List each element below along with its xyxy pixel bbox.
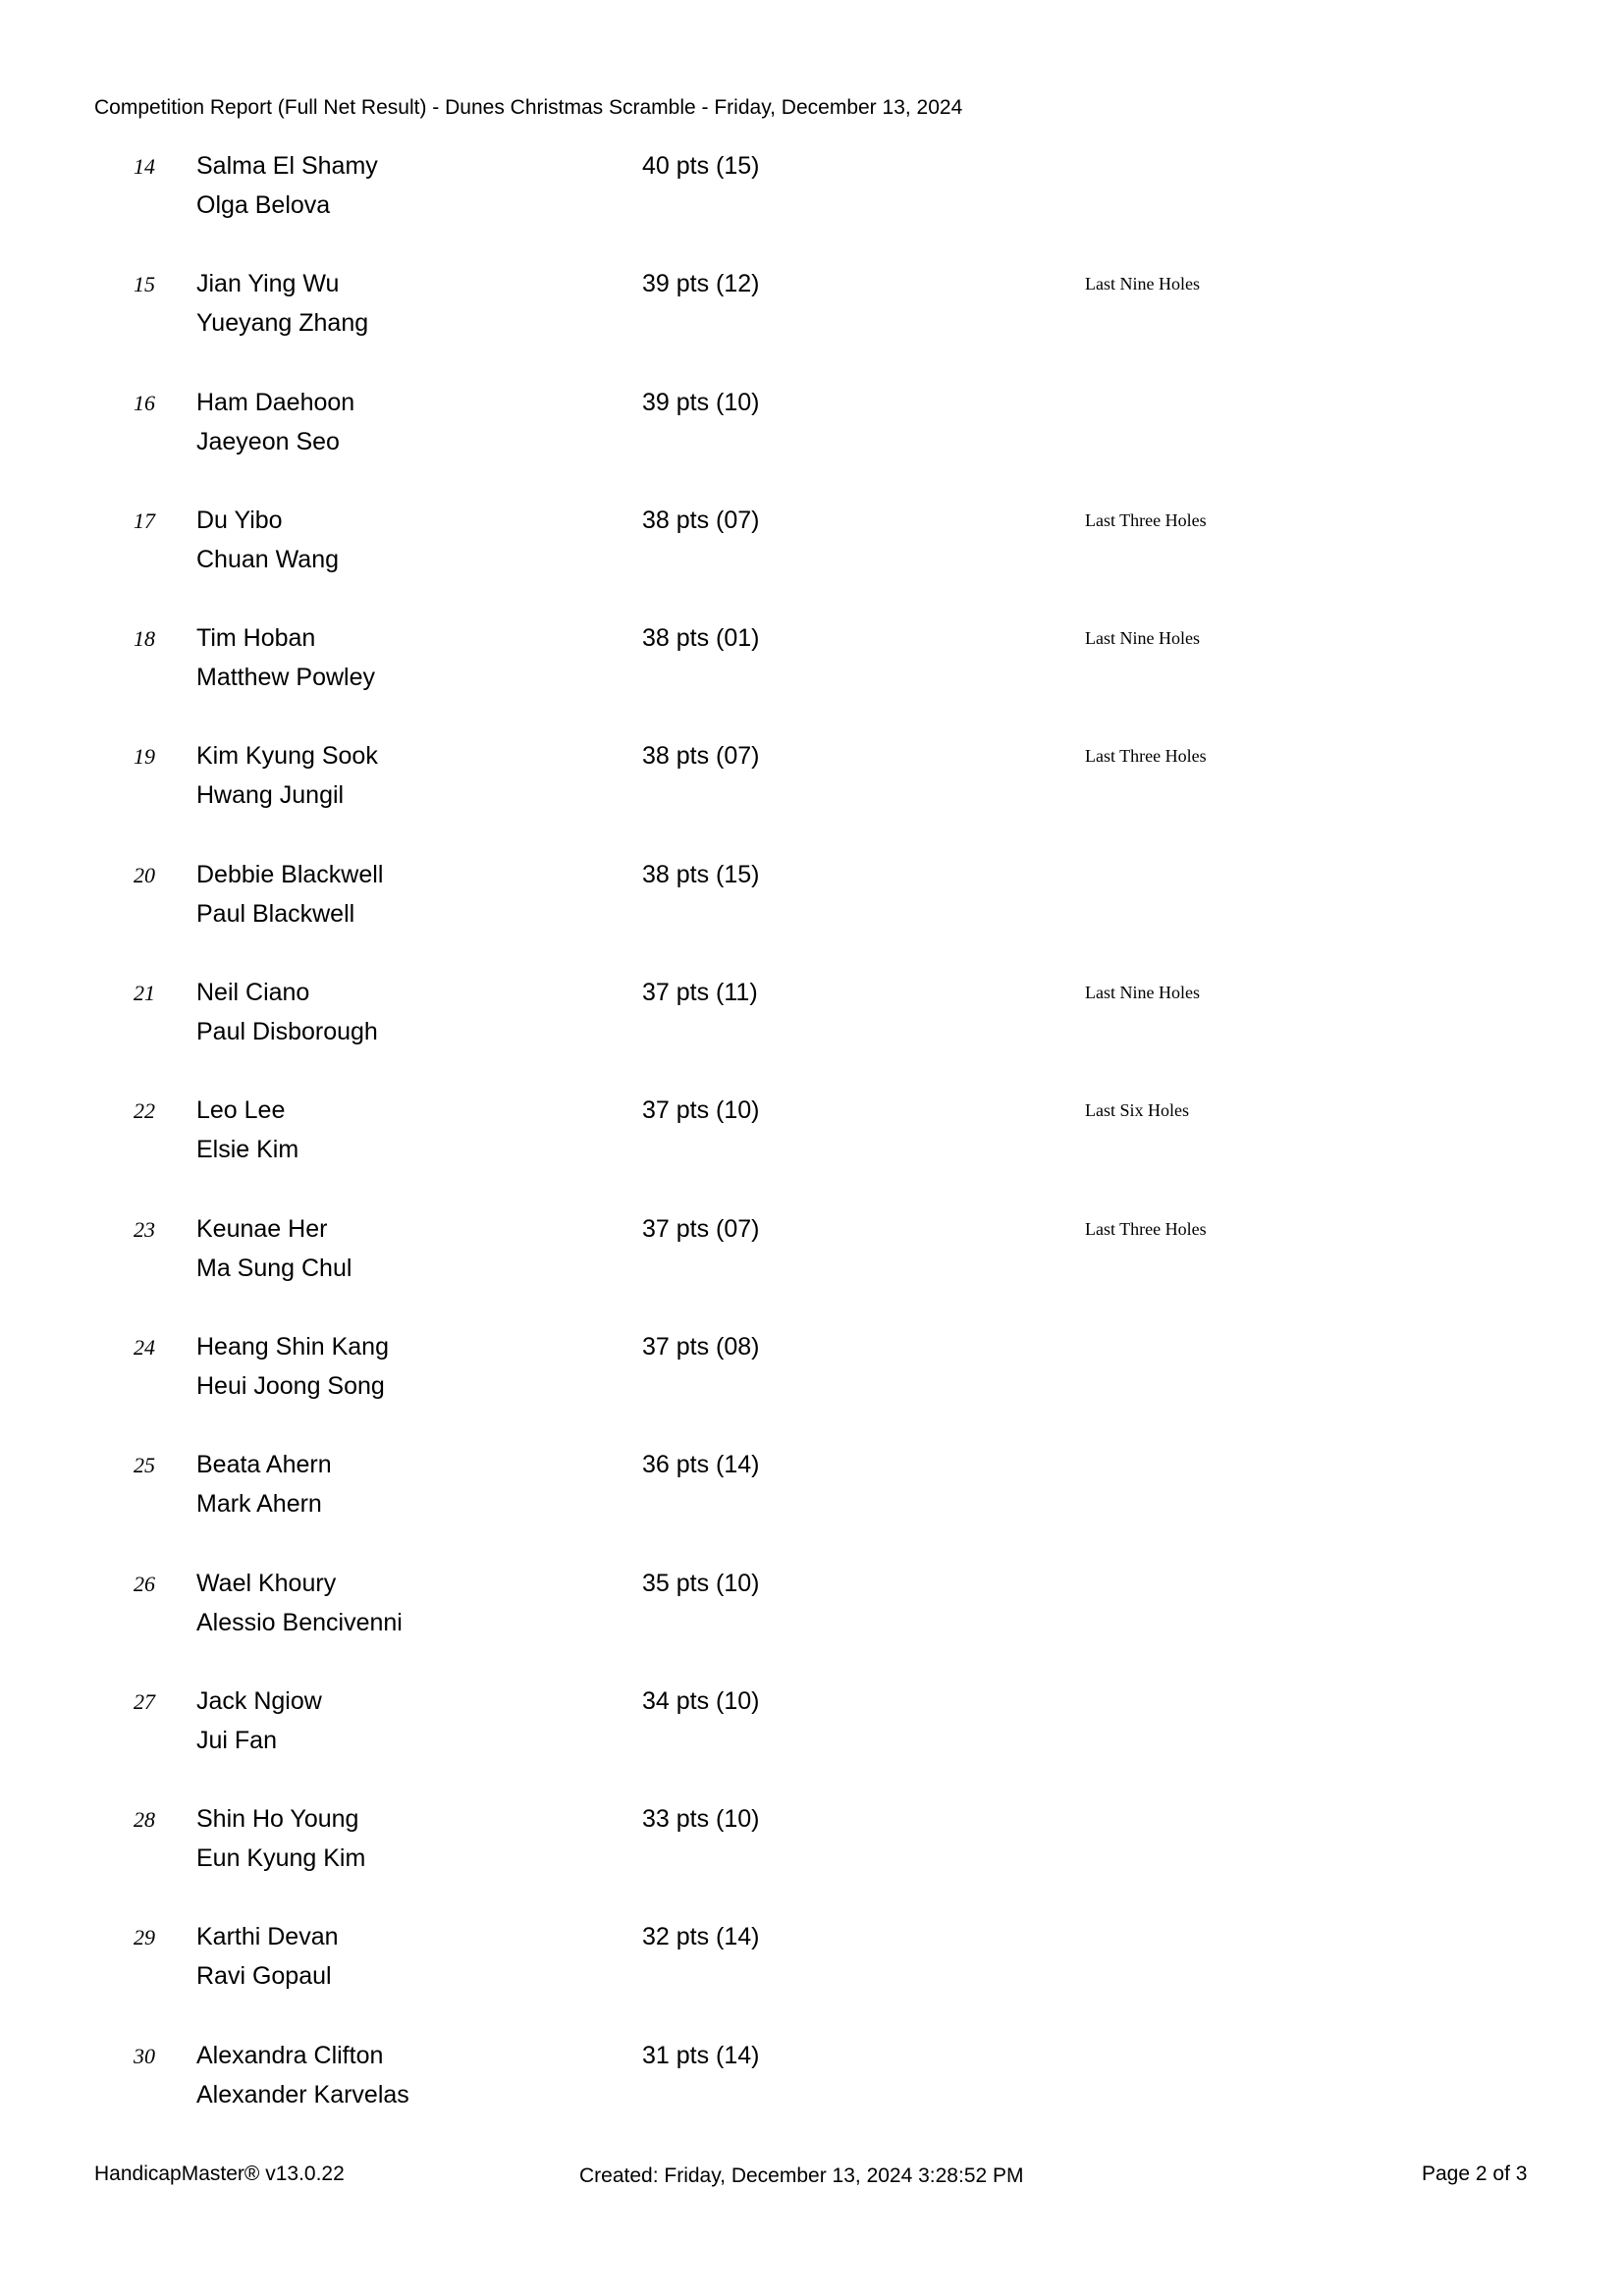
player-two-name: Elsie Kim [196,1136,299,1164]
result-row [0,979,1624,1096]
score-points: 35 pts (10) [642,1569,760,1597]
result-row [0,1570,1624,1687]
position-number: 19 [134,744,155,770]
position-number: 29 [134,1925,155,1950]
position-number: 24 [134,1334,155,1360]
result-row [0,152,1624,270]
result-row [0,1923,1624,2041]
tiebreak-note: Last Three Holes [1085,746,1207,767]
score-points: 37 pts (08) [642,1332,760,1361]
player-two-name: Jaeyeon Seo [196,427,340,455]
position-number: 23 [134,1216,155,1242]
player-one-name: Jack Ngiow [196,1686,322,1715]
score-points: 38 pts (15) [642,860,760,888]
player-one-name: Ham Daehoon [196,388,355,416]
position-number: 21 [134,981,155,1006]
result-row [0,507,1624,624]
player-one-name: Du Yibo [196,506,283,534]
player-two-name: Ma Sung Chul [196,1254,352,1282]
score-points: 39 pts (12) [642,270,760,298]
player-one-name: Jian Ying Wu [196,270,340,298]
position-number: 26 [134,1571,155,1596]
result-row [0,624,1624,742]
score-points: 38 pts (01) [642,624,760,653]
position-number: 22 [134,1098,155,1124]
player-two-name: Alexander Karvelas [196,2080,409,2109]
player-one-name: Heang Shin Kang [196,1332,389,1361]
tiebreak-note: Last Three Holes [1085,509,1207,530]
player-one-name: Keunae Her [196,1214,328,1243]
tiebreak-note: Last Nine Holes [1085,983,1200,1003]
player-two-name: Mark Ahern [196,1490,322,1519]
result-row [0,1096,1624,1214]
result-row [0,1451,1624,1569]
result-row [0,1805,1624,1923]
player-one-name: Tim Hoban [196,624,316,653]
tiebreak-note: Last Nine Holes [1085,274,1200,294]
player-two-name: Chuan Wang [196,545,339,573]
score-points: 37 pts (10) [642,1096,760,1125]
score-points: 31 pts (14) [642,2041,760,2069]
player-one-name: Beata Ahern [196,1451,332,1479]
score-points: 36 pts (14) [642,1451,760,1479]
created-timestamp: Created: Friday, December 13, 2024 3:28:52 PM [579,2164,1024,2187]
score-points: 39 pts (10) [642,388,760,416]
player-one-name: Debbie Blackwell [196,860,384,888]
position-number: 15 [134,272,155,297]
player-one-name: Alexandra Clifton [196,2041,384,2069]
result-row [0,270,1624,388]
score-points: 32 pts (14) [642,1923,760,1951]
position-number: 18 [134,626,155,652]
tiebreak-note: Last Nine Holes [1085,628,1200,649]
player-one-name: Neil Ciano [196,979,310,1007]
position-number: 28 [134,1807,155,1833]
results-list [0,152,1624,2160]
player-one-name: Wael Khoury [196,1569,337,1597]
player-two-name: Matthew Powley [196,664,376,692]
score-points: 38 pts (07) [642,506,760,534]
player-two-name: Eun Kyung Kim [196,1844,366,1873]
player-two-name: Hwang Jungil [196,781,345,810]
score-points: 37 pts (11) [642,979,758,1007]
position-number: 17 [134,507,155,533]
player-two-name: Alessio Bencivenni [196,1608,403,1636]
score-points: 33 pts (10) [642,1805,760,1834]
position-number: 25 [134,1453,155,1478]
score-points: 40 pts (15) [642,152,760,180]
page-number: Page 2 of 3 [1422,2163,1528,2185]
player-two-name: Olga Belova [196,191,331,219]
position-number: 16 [134,390,155,415]
position-number: 14 [134,154,155,179]
player-one-name: Salma El Shamy [196,152,378,180]
player-one-name: Karthi Devan [196,1923,339,1951]
score-points: 34 pts (10) [642,1686,760,1715]
player-two-name: Heui Joong Song [196,1371,385,1400]
score-points: 37 pts (07) [642,1214,760,1243]
position-number: 20 [134,862,155,887]
result-row [0,1333,1624,1451]
player-two-name: Paul Blackwell [196,899,355,928]
score-points: 38 pts (07) [642,742,760,771]
report-header: Competition Report (Full Net Result) - Dunes Christmas Scramble - Friday, December 13, 2024 [94,96,963,119]
player-one-name: Leo Lee [196,1096,286,1125]
result-row [0,861,1624,979]
player-one-name: Kim Kyung Sook [196,742,378,771]
result-row [0,1687,1624,1805]
result-row [0,1215,1624,1333]
player-two-name: Jui Fan [196,1726,277,1754]
tiebreak-note: Last Six Holes [1085,1100,1189,1121]
software-version: HandicapMaster® v13.0.22 [94,2163,345,2185]
result-row [0,742,1624,860]
tiebreak-note: Last Three Holes [1085,1218,1207,1239]
result-row [0,389,1624,507]
result-row [0,2042,1624,2160]
player-two-name: Ravi Gopaul [196,1962,332,1991]
player-two-name: Paul Disborough [196,1018,378,1046]
player-one-name: Shin Ho Young [196,1805,359,1834]
player-two-name: Yueyang Zhang [196,309,369,338]
position-number: 30 [134,2043,155,2068]
position-number: 27 [134,1688,155,1714]
